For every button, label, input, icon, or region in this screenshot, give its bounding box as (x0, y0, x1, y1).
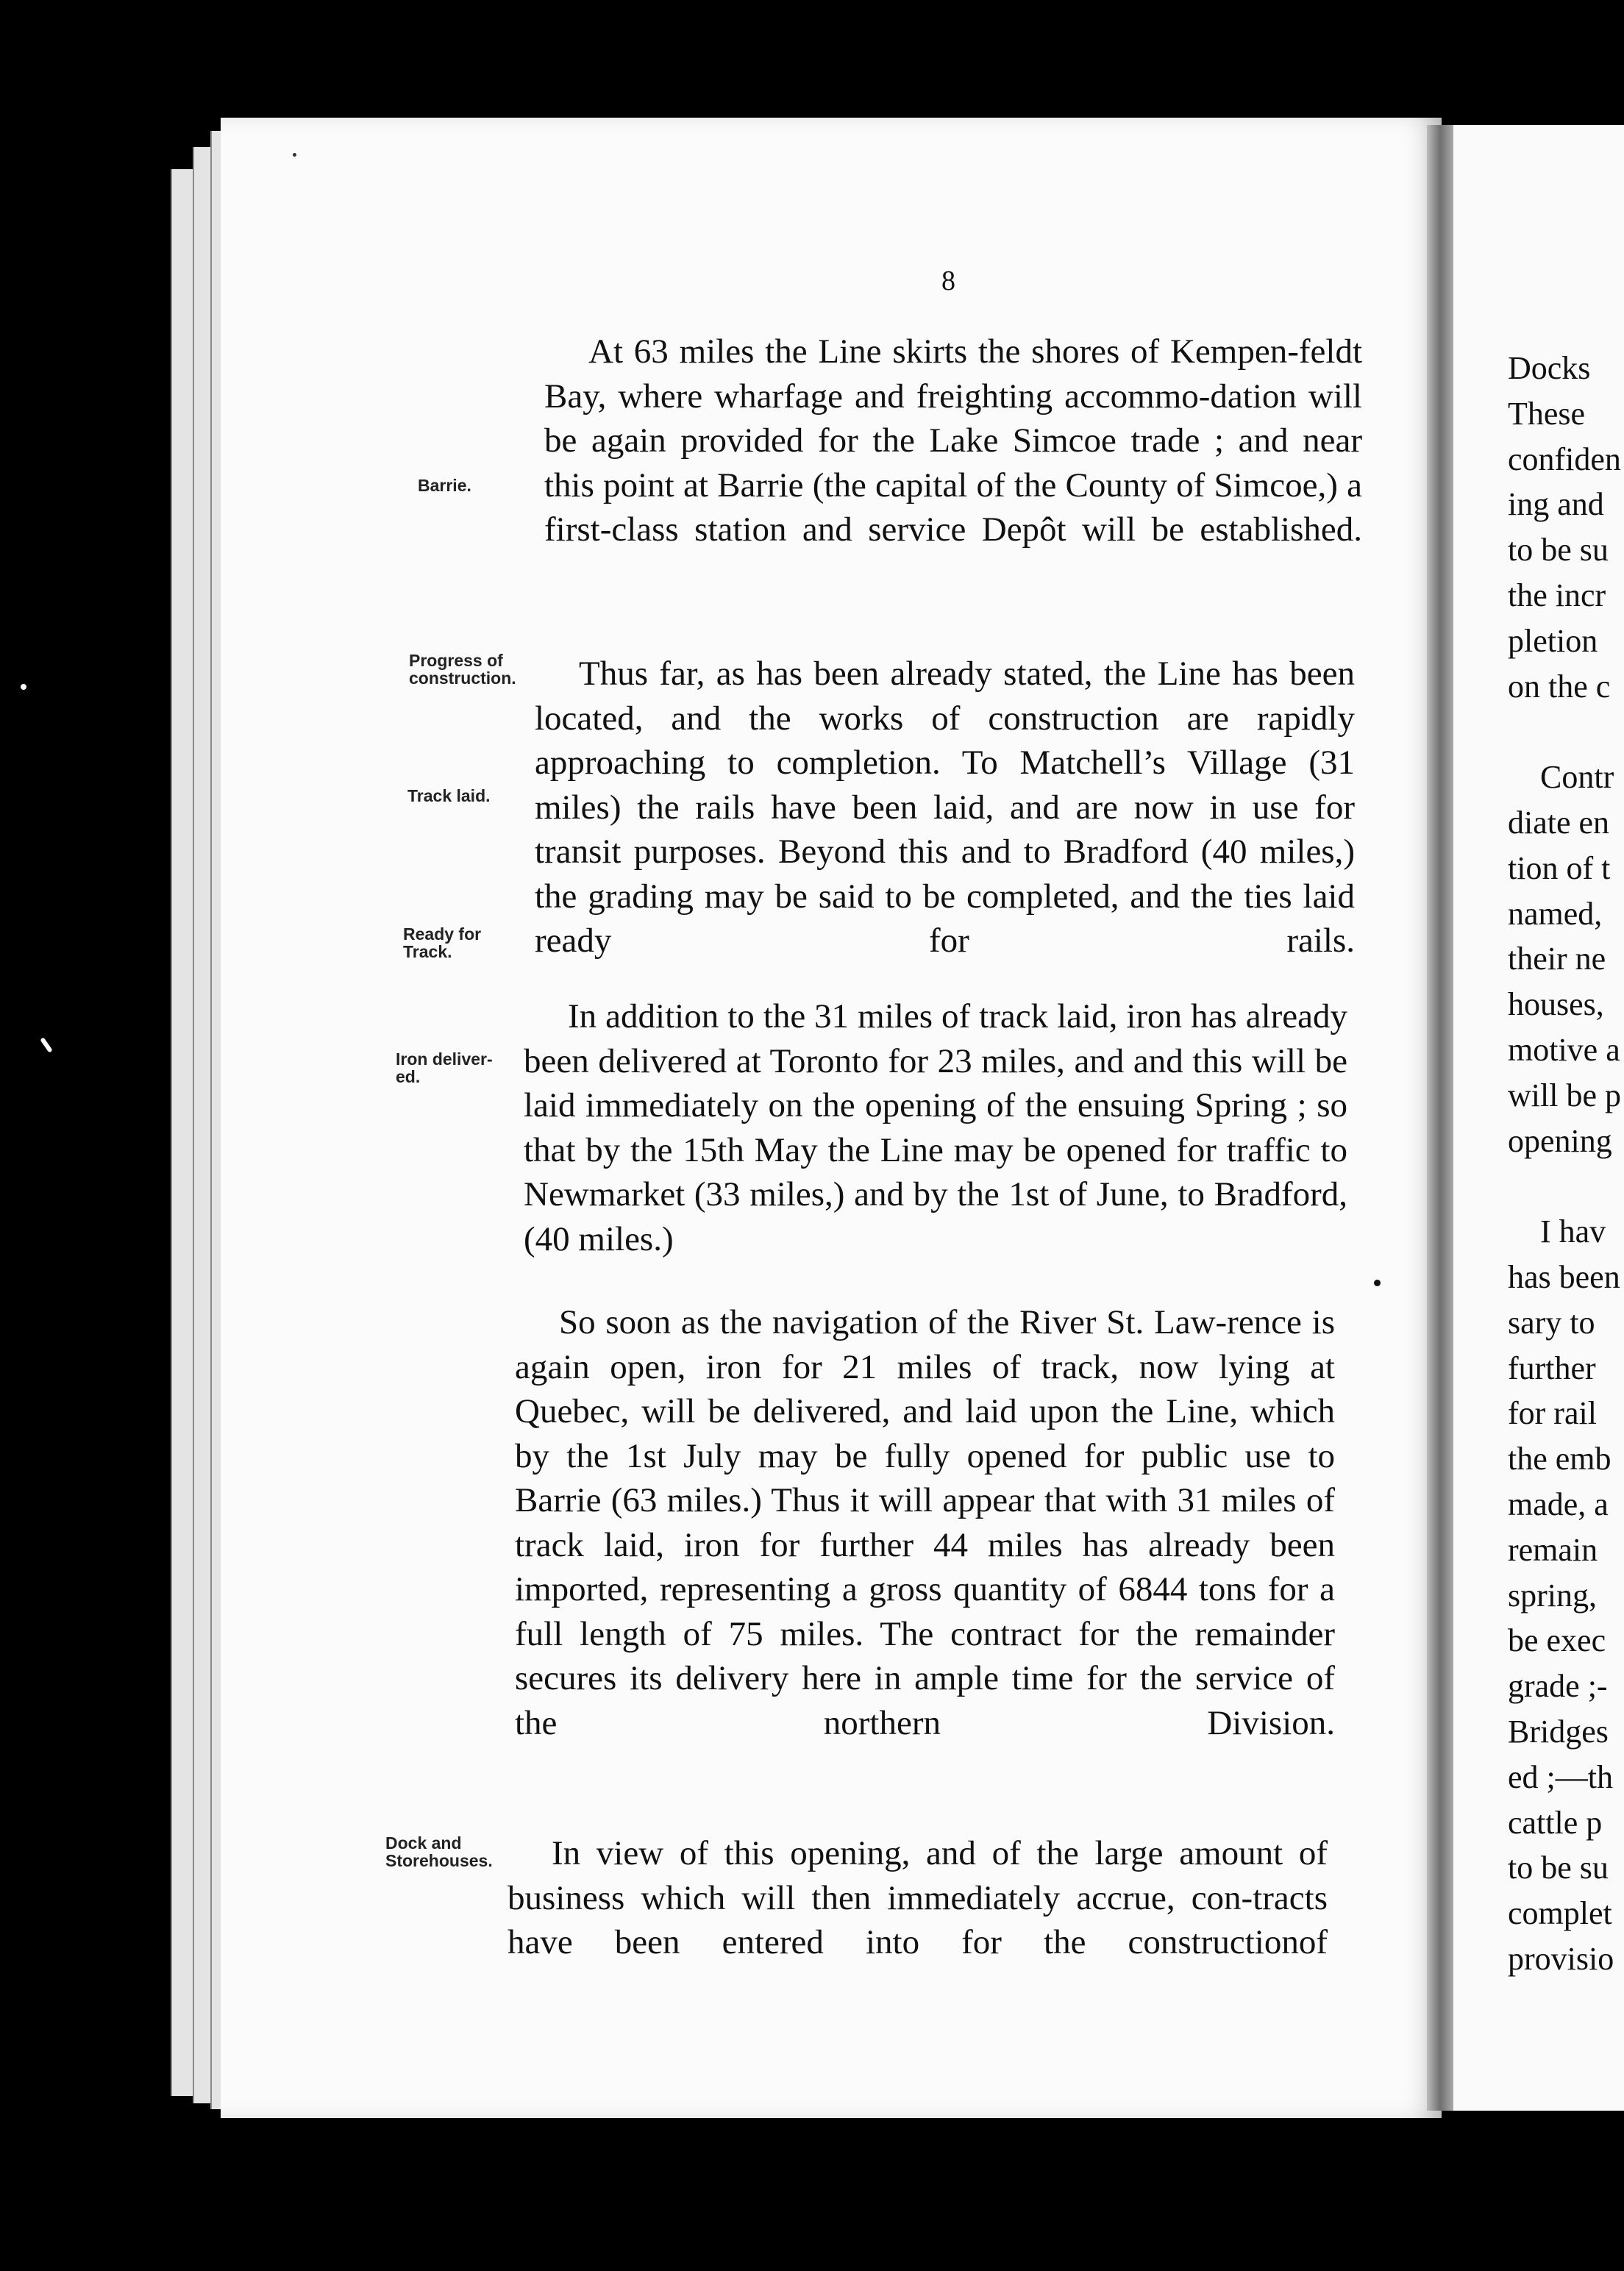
book-gutter (1427, 125, 1453, 2111)
facing-line: named, (1508, 895, 1603, 932)
margin-note-iron: Iron deliver-ed. (396, 1049, 493, 1086)
paragraph-3: In addition to the 31 miles of track laid, iron has already been delivered at Toronto for 23 miles, and and this will be laid immediately on the opening of the ensuing Spring ; so that by the 15th May the Line may be opened for traffic to Newmarket (33 miles,) and by the 1st of June, to Bradford, (40 miles.) (524, 997, 1347, 1258)
scan-speck (40, 1037, 53, 1052)
scan-speck (21, 684, 26, 690)
facing-line: the incr (1508, 577, 1606, 613)
facing-line: diate en (1508, 804, 1610, 841)
facing-line: has been (1508, 1258, 1620, 1295)
facing-line: will be p (1508, 1077, 1621, 1113)
facing-line: Bridges (1508, 1713, 1609, 1750)
facing-line: These (1508, 395, 1586, 432)
facing-line: be exec (1508, 1622, 1606, 1659)
facing-line: further (1508, 1350, 1596, 1386)
scan-speck (1374, 1280, 1381, 1286)
facing-line: pletion (1508, 622, 1598, 659)
paragraph-4: So soon as the navigation of the River St. Law-rence is again open, iron for 21 miles of track, now lying at Quebec, will be delivered, and laid upon the Line, which by the 1st July may be fully opened for public use to Barrie (63 miles.) Thus it will appear that with 31 miles of track laid, iron for further 44 miles has already been imported, representing a gross quantity of 6844 tons for a full length of 75 miles. The contract for the remainder secures its delivery here in ample time for the service of the northern Division. (515, 1303, 1335, 1742)
facing-line: on the c (1508, 668, 1611, 705)
facing-line: cattle p (1508, 1804, 1603, 1841)
facing-line: provisio (1508, 1940, 1614, 1977)
facing-line: opening (1508, 1122, 1612, 1159)
margin-note-ready: Ready for Track. (403, 924, 482, 961)
facing-line: sary to (1508, 1304, 1595, 1341)
paragraph-1: At 63 miles the Line skirts the shores of Kempen-feldt Bay, where wharfage and freighting accommo-dation will be again provided for the Lake Simcoe trade ; and near this point at Barrie (the capital of the County of Simcoe,) a first-class station and service Depôt will be established. (544, 332, 1362, 549)
margin-note-track-laid: Track laid. (407, 786, 491, 805)
facing-line: made, a (1508, 1486, 1609, 1522)
margin-note-barrie: Barrie. (418, 476, 471, 495)
facing-line: confiden (1508, 441, 1621, 477)
facing-line: ed ;—th (1508, 1758, 1613, 1795)
facing-page-text (1508, 346, 1621, 1982)
facing-line: the emb (1508, 1441, 1611, 1477)
facing-line: I hav (1540, 1213, 1606, 1250)
scan-speck (293, 153, 296, 157)
facing-line: for rail (1508, 1395, 1597, 1432)
paragraph-2: Thus far, as has been already stated, the Line has been located, and the works of construction are rapidly approaching to completion. To Matchell’s Village (31 miles) the rails have been laid, and are now in use for transit purposes. Beyond this and to Bradford (40 miles,) the grading may be said to be completed, and the ties laid ready for rails. (535, 655, 1355, 960)
facing-line (1508, 1163, 1621, 1209)
facing-line: complet (1508, 1895, 1612, 1932)
facing-line: to be su (1508, 532, 1609, 568)
paragraph-5: In view of this opening, and of the large amount of business which will then immediately accrue, con-tracts have been entered into for the constructionof (508, 1834, 1328, 1961)
margin-note-dock: Dock and Storehouses. (385, 1833, 493, 1870)
facing-line: ing and (1508, 486, 1604, 523)
facing-line: houses, (1508, 986, 1604, 1023)
facing-line: tion of t (1508, 849, 1611, 886)
facing-line: grade ;- (1508, 1668, 1608, 1705)
facing-line: motive a (1508, 1031, 1620, 1068)
margin-note-progress: Progress of construction. (409, 651, 516, 688)
facing-line: Docks (1508, 350, 1591, 386)
facing-line: to be su (1508, 1850, 1609, 1886)
facing-line: their ne (1508, 941, 1606, 977)
facing-line (1508, 709, 1621, 755)
facing-line: remain (1508, 1531, 1598, 1568)
facing-line: Contr (1540, 759, 1614, 796)
facing-line: spring, (1508, 1577, 1597, 1614)
page-number: 8 (941, 265, 955, 296)
